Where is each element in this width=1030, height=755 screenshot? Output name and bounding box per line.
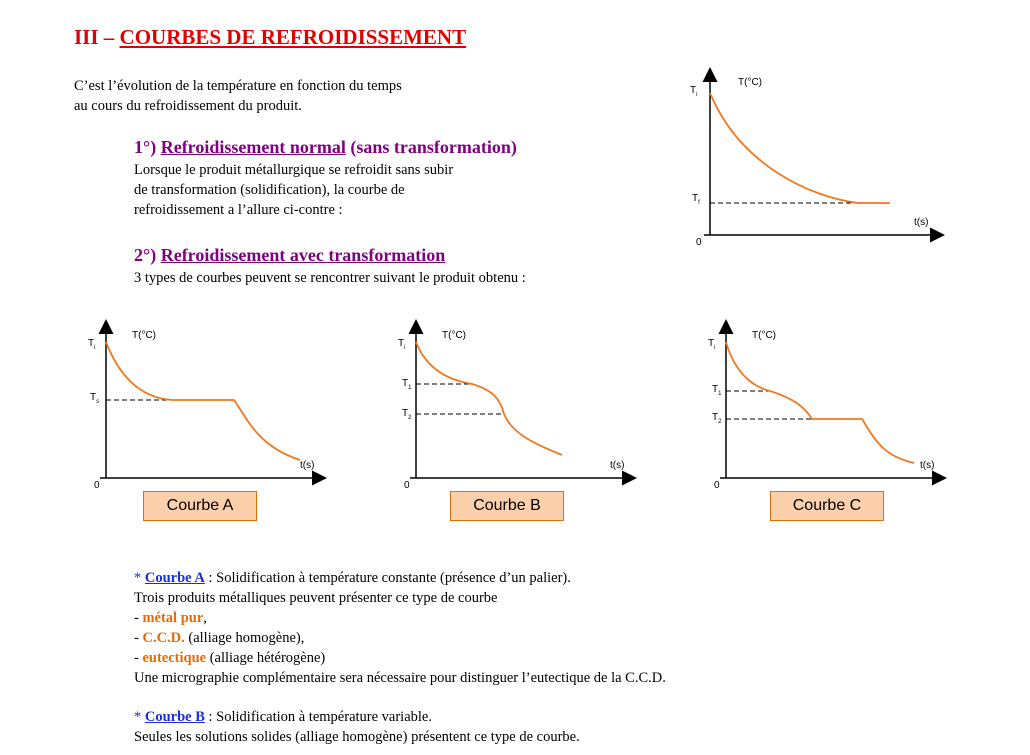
section-title-text: COURBES DE REFROIDISSEMENT: [119, 25, 467, 49]
part1-line: refroidissement a l’allure ci-contre :: [134, 202, 343, 218]
intro-line: au cours du refroidissement du produit.: [74, 98, 302, 114]
curve-b-graph: [392, 318, 642, 490]
origin-label: 0: [696, 237, 702, 248]
note-b-line1: [134, 707, 580, 727]
curve-b: [416, 342, 562, 455]
part1-heading: [134, 137, 517, 158]
normal-cooling-graph: [680, 65, 950, 250]
part1-text: [134, 160, 453, 220]
part1-title: Refroidissement normal: [160, 137, 346, 157]
note-a-line6: Une micrographie complémentaire sera nécessaire pour distinguer l’eutectique de la C.C.D.: [134, 670, 666, 686]
note-b-text: : Solidification à température variable.: [204, 709, 432, 725]
curve-c-graph: [702, 318, 952, 490]
curve-a-graph: [82, 318, 332, 490]
part1-line: Lorsque le produit métallurgique se refroidit sans subir: [134, 162, 454, 178]
x-axis-label: t(s): [610, 460, 625, 471]
note-a-item3: - eutectique (alliage hétérogène): [134, 650, 326, 666]
note-a-line1: [134, 568, 666, 588]
note-a-item1: - métal pur,: [134, 610, 207, 626]
origin-label: 0: [94, 480, 100, 490]
ti-label: $T_i$: [690, 85, 698, 98]
note-a-text: : Solidification à température constante (présence d’un palier).: [204, 570, 571, 586]
note-b-star: *: [134, 709, 142, 725]
curve-c: [726, 342, 914, 463]
part1-number: 1°): [134, 137, 157, 157]
part2-title: Refroidissement avec transformation: [160, 245, 446, 265]
t1-label: $T_1$: [402, 378, 412, 391]
part1-line: de transformation (solidification), la courbe de: [134, 182, 405, 198]
curve-a: [106, 342, 300, 460]
x-axis-label: t(s): [914, 217, 929, 228]
intro-text: [74, 76, 402, 116]
curve-b-label: Courbe B: [450, 491, 564, 521]
intro-line: C’est l’évolution de la température en fonction du temps: [74, 78, 402, 94]
section-title: [74, 25, 466, 50]
y-axis-label: T(°C): [752, 330, 776, 341]
note-b-link[interactable]: Courbe B: [144, 709, 205, 725]
note-a-line2: Trois produits métalliques peuvent présenter ce type de courbe: [134, 590, 498, 606]
note-b: [134, 707, 580, 747]
ti-label: $T_i$: [708, 338, 716, 351]
origin-label: 0: [714, 480, 720, 490]
y-axis-label: T(°C): [738, 77, 762, 88]
y-axis-label: T(°C): [132, 330, 156, 341]
ti-label: $T_i$: [398, 338, 406, 351]
highlight-eutectique: eutectique: [142, 650, 207, 666]
part2-heading: [134, 245, 445, 266]
curve-c-label: Courbe C: [770, 491, 884, 521]
note-a-item2: - C.C.D. (alliage homogène),: [134, 630, 305, 646]
curve-a-label: Courbe A: [143, 491, 257, 521]
highlight-metal-pur: métal pur: [142, 610, 204, 626]
t1-label: $T_1$: [712, 384, 722, 397]
note-a-link[interactable]: Courbe A: [144, 570, 205, 586]
note-b-line2: Seules les solutions solides (alliage homogène) présentent ce type de courbe.: [134, 729, 580, 745]
x-axis-label: t(s): [920, 460, 935, 471]
section-number: III –: [74, 25, 115, 49]
y-axis-label: T(°C): [442, 330, 466, 341]
ti-label: $T_i$: [88, 338, 96, 351]
t2-label: $T_2$: [402, 408, 412, 421]
part1-suffix: (sans transformation): [350, 137, 517, 157]
cooling-curve: [710, 93, 890, 203]
part2-text: 3 types de courbes peuvent se rencontrer suivant le produit obtenu :: [134, 270, 526, 286]
note-a: [134, 568, 666, 688]
ts-label: $T_s$: [90, 392, 100, 405]
x-axis-label: t(s): [300, 460, 315, 471]
origin-label: 0: [404, 480, 410, 490]
note-a-star: *: [134, 570, 142, 586]
t2-label: $T_2$: [712, 412, 722, 425]
highlight-ccd: C.C.D.: [142, 630, 185, 646]
tf-label: $T_f$: [692, 193, 700, 206]
part2-number: 2°): [134, 245, 157, 265]
